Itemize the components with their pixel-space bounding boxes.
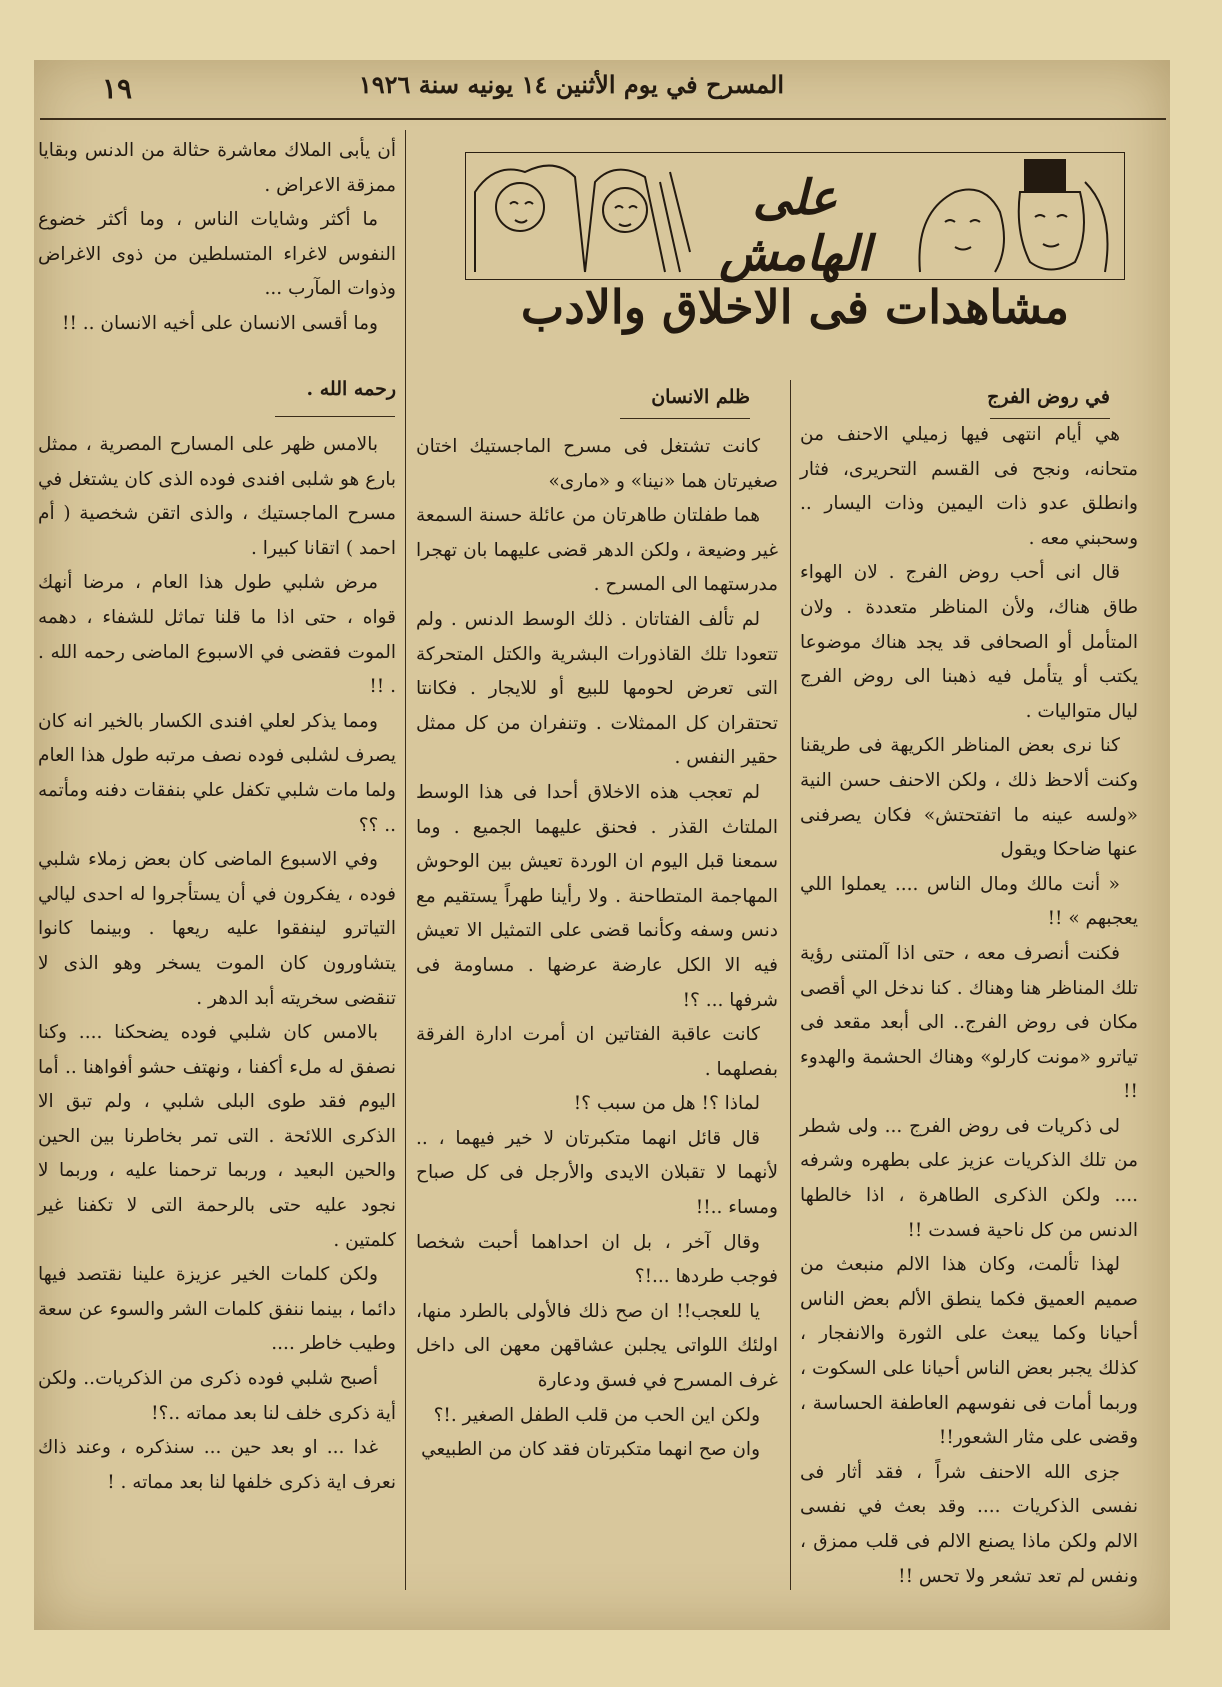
middle-paragraph: ولكن اين الحب من قلب الطفل الصغير .!؟ xyxy=(433,1404,760,1426)
right-paragraph: هي أيام انتهى فيها زميلي الاحنف من متحانه، ونجح فى القسم التحريرى، فثار وانطلق عدو ذات اليمين وذات اليسار .. وسحبني معه . xyxy=(800,424,1138,549)
sign-off-rule xyxy=(275,416,395,417)
right-column-heading: في روض الفرج xyxy=(987,386,1110,408)
header-title: المسرح في يوم الأثنين ١٤ يونيه سنة ١٩٢٦ xyxy=(358,70,784,99)
right-paragraph: جزى الله الاحنف شراً ، فقد أثار فى نفسى الذكريات .... وقد بعث في نفسى الالم ولكن ماذا يصنع الالم فى قلب ممزق ، ونفس لم تعد تشعر ولا تحس !! xyxy=(800,1461,1138,1587)
left-paragraph: بالامس كان شلبي فوده يضحكنا .... وكنا نصفق له ملء أكفنا ، ونهتف حشو أفواهنا .. أما اليوم فقد طوى البلى شلبي ، ولم تبق الا الذكرى اللائحة . التى تمر بخاطرنا بين الحين والحين البعيد ، وربما ترحمنا عليه ، وربما لا نجود عليه حتى بالرحمة التى لا تكفنا غير كلمتين . xyxy=(38,1022,396,1251)
header-rule xyxy=(40,118,1166,120)
left-paragraph: أصبح شلبي فوده ذكرى من الذكريات.. ولكن أية ذكرى خلف لنا بعد مماته ..؟! xyxy=(38,1368,396,1424)
right-paragraph: قال انى أحب روض الفرج . لان الهواء طاق هناك، ولأن المناظر متعددة . ولان المتأمل أو الصحافى قد يجد هناك موضوعا يكتب أو يتأمل فيه ذهبنا الى روض الفرج ليال متواليات . xyxy=(800,562,1138,722)
middle-paragraph: وقال آخر ، بل ان احداهما أحبت شخصا فوجب طردها ...!؟ xyxy=(416,1231,778,1288)
left-paragraph: مرض شلبي طول هذا العام ، مرضا أنهك قواه ، حتى اذا ما قلنا تماثل للشفاء ، دهمه الموت فقضى في الاسبوع الماضى رحمه الله . . !! xyxy=(38,572,396,698)
left-paragraph: بالامس ظهر على المسارح المصرية ، ممثل بارع هو شلبى افندى فوده الذى كان يشتغل في مسرح الماجستيك ، والذى اتقن شخصية ( أم احمد ) اتقانا كبيرا . xyxy=(38,434,396,559)
middle-paragraph: قال قائل انهما متكبرتان لا خير فيهما ، .. لأنهما لا تقبلان الايدى والأرجل فى كل صباح ومساء ..!! xyxy=(416,1127,778,1219)
page-header xyxy=(40,70,1164,110)
right-paragraph: « أنت مالك ومال الناس .... يعملوا اللي يعجبهم » !! xyxy=(800,873,1138,930)
middle-column-heading: ظلم الانسان xyxy=(651,386,750,408)
section-banner xyxy=(465,152,1125,280)
middle-paragraph: لم تألف الفتاتان . ذلك الوسط الدنس . ولم تتعودا تلك القاذورات البشرية والكتل المتحركة التى تعرض لحومها للبيع أو للايجار . فكانتا تحتقران كل الممثلات . وتنفران من كل ممثل حقير النفس . xyxy=(416,608,778,769)
left-paragraph: أن يأبى الملاك معاشرة حثالة من الدنس وبقايا ممزقة الاعراض . xyxy=(38,140,396,196)
middle-paragraph: كانت عاقبة الفتاتين ان أمرت ادارة الفرقة بفصلهما . xyxy=(416,1024,778,1080)
banner-title: على الهامش xyxy=(719,170,871,282)
obituary-sign-off: رحمه الله . xyxy=(306,378,396,400)
left-paragraph: وفي الاسبوع الماضى كان بعض زملاء شلبي فوده ، يفكرون في أن يستأجروا له احدى ليالي التياترو لينفقوا عليه ريعها . وبينما كانوا يتشاورون كان الموت يسخر وهو الذى لا تنقضى سخريته أبد الدهر . xyxy=(38,849,396,1009)
middle-paragraph: يا للعجب!! ان صح ذلك فالأولى بالطرد منها، اولئك اللواتى يجلبن عشاقهن معهن الى داخل غرف المسرح في فسق ودعارة xyxy=(416,1300,778,1392)
column-rule-left xyxy=(405,130,406,1590)
headline: مشاهدات فى الاخلاق والادب xyxy=(520,280,1070,334)
middle-column xyxy=(416,430,778,1468)
page-number: ١٩ xyxy=(102,72,133,105)
left-paragraph: ومما يذكر لعلي افندى الكسار بالخير انه كان يصرف لشلبى فوده نصف مرتبه طول هذا العام ولما مات شلبي تكفل علي بنفقات دفنه ومأتمه .. ؟؟ xyxy=(38,710,396,836)
left-paragraph: وما أقسى الانسان على أخيه الانسان .. !! xyxy=(62,312,378,334)
middle-heading-underline xyxy=(620,418,750,419)
middle-paragraph: هما طفلتان طاهرتان من عائلة حسنة السمعة غير وضيعة ، ولكن الدهر قضى عليهما بان تهجرا مدرستهما الى المسرح . xyxy=(416,505,778,596)
left-column-top xyxy=(38,134,396,342)
right-paragraph: فكنت أنصرف معه ، حتى اذا آلمتنى رؤية تلك المناظر هنا وهناك . كنا ندخل الي أقصى مكان فى روض الفرج.. الى أبعد مقعد فى تياترو «مونت كارلو» وهناك الحشمة والهدوء !! xyxy=(800,942,1138,1103)
right-paragraph: كنا نرى بعض المناظر الكريهة فى طريقنا وكنت ألاحظ ذلك ، ولكن الاحنف حسن النية «ولسه عينه ما اتفتحتش» فكان يصرفنى عنها ضاحكا ويقول xyxy=(800,735,1138,861)
middle-paragraph: لم تعجب هذه الاخلاق أحدا فى هذا الوسط الملتاث القذر . فحنق عليهما الجميع . وما سمعنا قبل اليوم ان الوردة تعيش بين الوحوش المهاجمة المتطاحنة . ولا رأينا طهراً يستقيم مع دنس وسفه وكأنما قضى على التمثيل الا تعيش فيه الا الكل عارضة عرضها . مساومة فى شرفها ... ؟! xyxy=(416,781,778,1011)
left-paragraph: ما أكثر وشايات الناس ، وما أكثر خضوع النفوس لاغراء المتسلطين من ذوى الاغراض وذوات المآرب ... xyxy=(38,209,396,300)
left-column-bottom xyxy=(38,428,396,1500)
column-rule-right xyxy=(790,380,791,1590)
middle-paragraph: وان صح انهما متكبرتان فقد كان من الطبيعي xyxy=(421,1439,760,1461)
middle-paragraph: لماذا ؟! هل من سبب ؟! xyxy=(573,1093,760,1115)
right-paragraph: لهذا تألمت، وكان هذا الالم منبعث من صميم العميق فكما ينطق الألم بعض الناس أحيانا وكما يبعث على الثورة والانفجار ، كذلك يجبر بعض الناس أحيانا على السكوت ، وربما أمات فى نفوسهم العاطفة الحساسة ، وقضى على مثار الشعور!! xyxy=(800,1254,1138,1449)
right-column xyxy=(800,418,1138,1594)
left-paragraph: غدا ... او بعد حين ... سنذكره ، وعند ذاك نعرف اية ذكرى خلفها لنا بعد مماته . ! xyxy=(38,1437,396,1493)
middle-paragraph: كانت تشتغل فى مسرح الماجستيك اختان صغيرتان هما «نينا» و «مارى» xyxy=(416,436,778,492)
left-paragraph: ولكن كلمات الخير عزيزة علينا نقتصد فيها دائما ، بينما ننفق كلمات الشر والسوء عن سعة وطيب خاطر .... xyxy=(38,1264,396,1355)
right-paragraph: لى ذكريات فى روض الفرج ... ولى شطر من تلك الذكريات عزيز على بطهره وشرفه .... ولكن الذكرى الطاهرة ، اذا خالطها الدنس من كل ناحية فسدت !! xyxy=(800,1115,1138,1241)
